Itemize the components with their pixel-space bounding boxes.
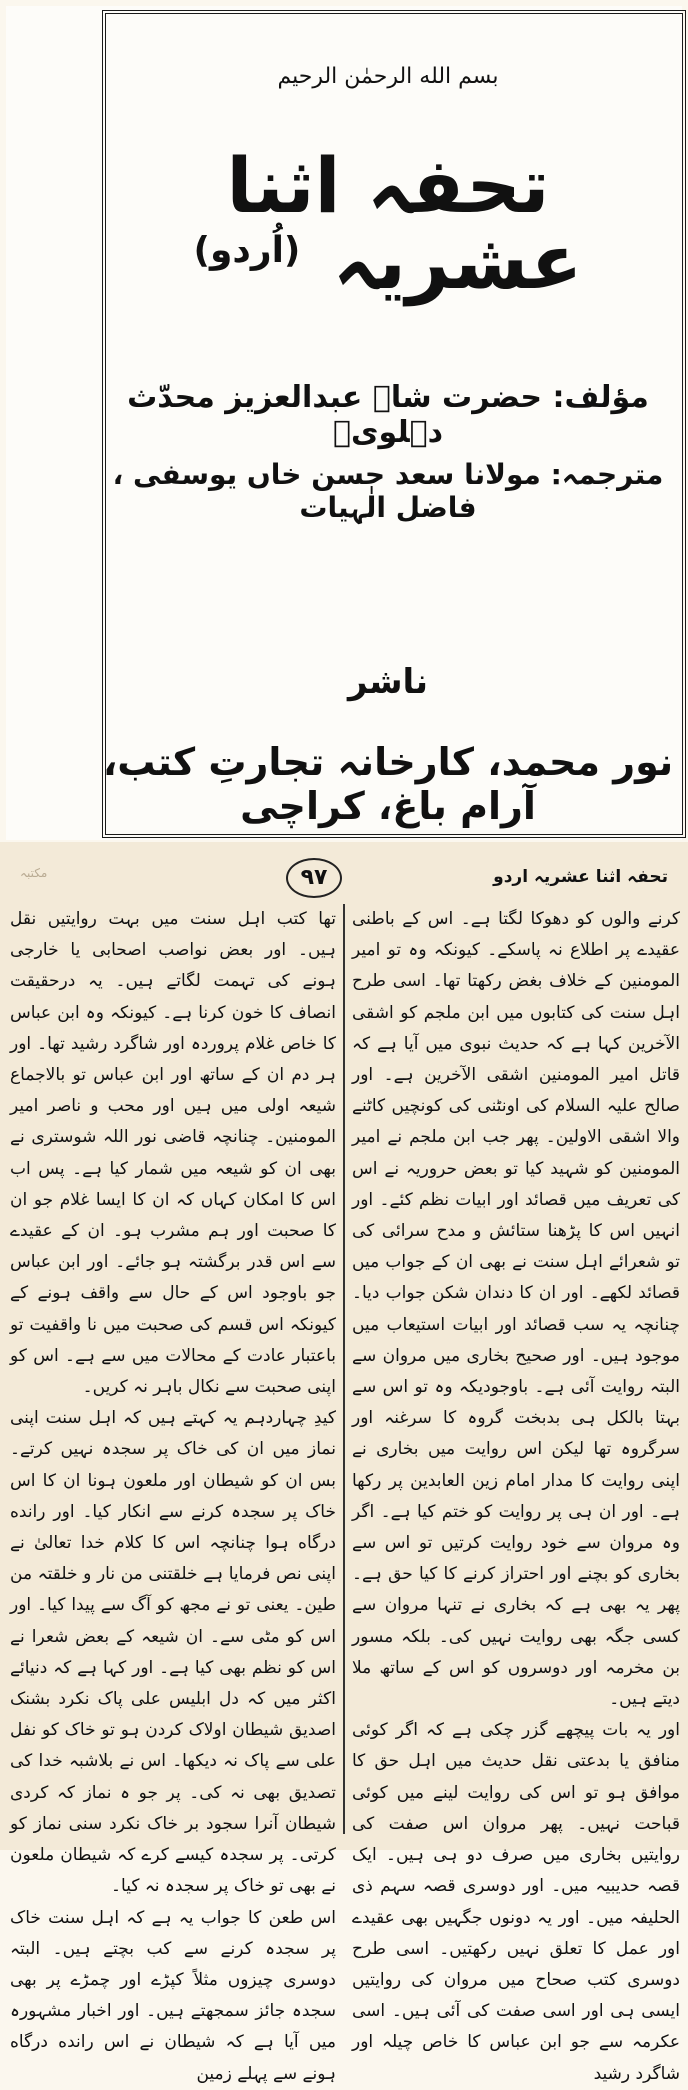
column-divider	[343, 904, 345, 1834]
paragraph: اس طعن کا جواب یہ ہے کہ اہل سنت خاک پر سجدہ کرنے سے کب بچتے ہیں۔ البتہ دوسری چیزوں مثلاً کپڑے اور چمڑے پر بھی سجدہ جائز سمجھتے ہیں۔ اور اخبار مشہورہ میں آیا ہے کہ شیطان نے اس رانده درگاه ہونے سے پہلے زمین	[10, 1907, 336, 2084]
publisher-label: ناشر	[347, 662, 429, 702]
text-column-left	[10, 904, 336, 2084]
paragraph: تھا کتب اہل سنت میں بہت روایتیں نقل ہیں۔ اور بعض نواصب اصحابی یا خارجی ہونے کی تہمت لگاتے ہیں۔ یہ درحقیقت انصاف کا خون کرنا ہے۔ کیونکہ وہ ابن عباس کا خاص غلام پروردہ اور شاگرد رشید تھا۔ اور ہر دم ان کے ساتھ اور ابن عباس تو بالاجماع شیعہ اولی میں ہیں اور محب و ناصر امیر المومنین۔ چنانچہ قاضی نور اللہ شوستری نے بھی ان کو شیعہ میں شمار کیا ہے۔ پس اب اس کا امکان کہاں کہ ان کا ایسا غلام جو ان کا صحبت اور ہم مشرب ہو۔ ان کے عقیدے سے اس قدر برگشتہ ہو جائے۔ اور ابن عباس جو باوجود اس کے حال سے واقف ہونے کے کیونکہ اس قسم کی صحبت میں نا واقفیت تو باعتبار عادت کے محالات میں سے ہے۔ اس کو اپنی صحبت سے نکال باہر نہ کریں۔	[10, 909, 336, 1398]
text-column-right	[352, 904, 680, 2084]
book-title	[96, 141, 680, 306]
translator-line: مترجمہ: مولانا سعد حسن خاں یوسفی ، فاضل الٰہیات	[112, 458, 664, 524]
faded-stamp: مکتبہ	[20, 866, 48, 880]
book-page	[0, 842, 688, 2084]
page-number: ٩٧	[286, 858, 342, 898]
publisher-name: نور محمد، کارخانہ تجارتِ کتب، آرام باغ، کراچی	[102, 740, 674, 828]
page-header	[20, 858, 668, 898]
paragraph: اور یہ بات پیچھے گزر چکی ہے کہ اگر کوئی منافق یا بدعتی نقل حدیث میں اہل حق کا موافق ہو تو اس کی روایت لینے میں کوئی قباحت نہیں۔ پھر مروان اس صفت کی روایتیں بخاری میں صرف دو ہی ہیں۔ ایک قصہ حدیبیہ میں۔ اور دوسری قصہ سہم ذی الحلیفہ میں۔ اور یہ دونوں جگہیں بھی عقیدے اور عمل کا تعلق نہیں رکھتیں۔ اسی طرح دوسری کتب صحاح میں مروان کی روایتیں ایسی ہی اور اسی صفت کی آئی ہیں۔ اسی عکرمہ سے جو ابن عباس کا خاص چیلہ اور شاگرد رشید	[352, 1720, 680, 2084]
paragraph: کیدِ چہاردہم یہ کہتے ہیں کہ اہل سنت اپنی نماز میں ان کی خاک پر سجدہ نہیں کرتے۔ بس ان کو شیطان اور ملعون ہونا ان کا اس خاک پر سجدہ کرنے سے انکار کیا۔ اور رانده درگاه ہوا چنانچہ اس کا کلام خدا تعالیٰ نے اپنی نص فرمایا ہے خلقتنی من نار و خلقتہ من طین۔ یعنی تو نے مجھ کو آگ سے پیدا کیا۔ اور اس کو مٹی سے۔ ان شیعہ کے بعض شعرا نے اس کو نظم بھی کیا ہے۔ اور کہا ہے کہ دنیائے اکثر میں کہ دل ابلیس علی پاک نکرد بشنک اصدیق شیطان اولاک کردن ہو تو خاک کو نفل علی سے پاک نہ دیکھا۔ اس نے بلاشبہ خدا کی تصدیق بھی نہ کی۔ پر جو ہ نماز کہ کردی شیطان آنرا سجود بر خاک نکرد سنی نماز کو کرتی۔ پر سجدہ کیسے کرے کہ شیطان ملعون نے بھی تو خاک پر سجدہ نہ کیا۔	[10, 1408, 336, 1897]
running-title: تحفہ اثنا عشریہ اردو	[493, 867, 668, 887]
author-line: مؤلف: حضرت شاہ عبدالعزیز محدّث دہلویؒ	[127, 380, 649, 450]
paragraph: کرنے والوں کو دھوکا لگتا ہے۔ اس کے باطنی عقیدے پر اطلاع نہ پاسکے۔ کیونکہ وہ تو امیر المومنین کے خلاف بغض رکھتا تھا۔ اسی طرح اہل سنت کی کتابوں میں ابن ملجم کو اشقی الآخرین کہا ہے کہ حدیث نبوی میں آیا ہے کہ قاتل امیر المومنین اشقی الآخرین ہے۔ اور صالح علیہ السلام کی اونٹنی کی کونچیں کاٹنے والا اشقی الاولین۔ پھر جب ابن ملجم نے امیر المومنین کو شہید کیا تو بعض حروریہ نے اس کی تعریف میں قصائد اور ابیات نظم کئے۔ اور انہیں اس کا پڑھنا ستائش و مدح سرائی کی تو شعرائے اہل سنت نے بھی ان کے جواب میں قصائد لکھے۔ اور ان کا دندان شکن جواب دیا۔ چنانچہ یہ سب قصائد اور ابیات استیعاب میں موجود ہیں۔ اور صحیح بخاری میں مروان سے البتہ روایت آئی ہے۔ باوجودیکہ وہ تو اس سے بہتا بالکل ہی بدبخت گروہ کا سرغنہ اور سرگروہ تھا لیکن اس روایت میں بخاری نے اپنی روایت کا مدار امام زین العابدین پر رکھا ہے۔ اور ان ہی پر روایت کو ختم کیا ہے۔ اگر وہ مروان سے خود روایت کرتیں تو اس سے بخاری کو بچنے اور احتراز کرنے کا کیا حق ہے۔ پھر یہ بھی ہے کہ بخاری نے تنہا مروان سے کسی جگہ بھی روایت نہیں کی۔ بلکہ مسور بن مخرمہ اور دوسروں کو اس کے ساتھ ملا دیتے ہیں۔	[352, 909, 680, 1710]
bismillah: بسم الله الرحمٰن الرحيم	[277, 64, 499, 89]
book-title-text: تحفہ اثنا عشریہ	[226, 141, 583, 306]
book-title-suffix: (اُردو)	[193, 229, 301, 271]
